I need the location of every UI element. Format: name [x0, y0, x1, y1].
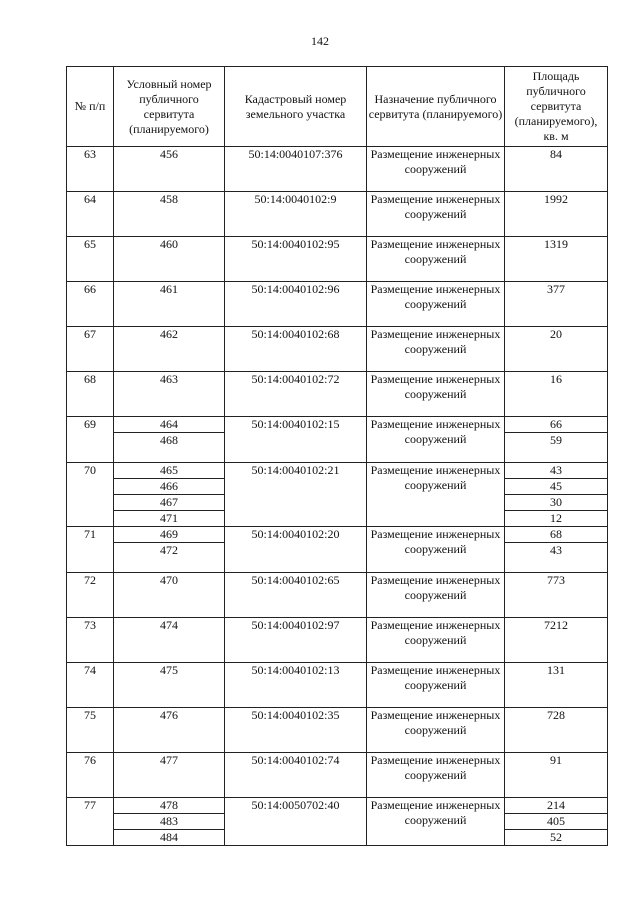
cadastral-number: 50:14:0040102:97: [225, 618, 367, 663]
row-number: 65: [67, 237, 114, 282]
row-number: 64: [67, 192, 114, 237]
servitude-table: [66, 66, 608, 846]
purpose: Размещение инженерных сооружений: [367, 192, 505, 237]
area: 91: [505, 753, 608, 798]
area: 12: [505, 511, 608, 527]
conditional-number: 469: [114, 527, 225, 543]
conditional-number: 478: [114, 798, 225, 814]
conditional-number: 463: [114, 372, 225, 417]
row-number: 70: [67, 463, 114, 527]
area: 214: [505, 798, 608, 814]
row-number: 69: [67, 417, 114, 463]
area: 773: [505, 573, 608, 618]
table-row: [67, 663, 608, 708]
conditional-number: 468: [114, 433, 225, 463]
area: 59: [505, 433, 608, 463]
area: 66: [505, 417, 608, 433]
area: 43: [505, 463, 608, 479]
table-row: [67, 417, 608, 433]
area: 1992: [505, 192, 608, 237]
area: 30: [505, 495, 608, 511]
area: 1319: [505, 237, 608, 282]
conditional-number: 464: [114, 417, 225, 433]
conditional-number: 475: [114, 663, 225, 708]
row-number: 66: [67, 282, 114, 327]
table-body: [67, 147, 608, 846]
area: 7212: [505, 618, 608, 663]
cadastral-number: 50:14:0040102:65: [225, 573, 367, 618]
conditional-number: 483: [114, 814, 225, 830]
area: 45: [505, 479, 608, 495]
purpose: Размещение инженерных сооружений: [367, 327, 505, 372]
table-row: [67, 192, 608, 237]
purpose: Размещение инженерных сооружений: [367, 753, 505, 798]
area: 84: [505, 147, 608, 192]
purpose: Размещение инженерных сооружений: [367, 417, 505, 463]
table-row: [67, 753, 608, 798]
cadastral-number: 50:14:0040102:96: [225, 282, 367, 327]
row-number: 71: [67, 527, 114, 573]
area: 43: [505, 543, 608, 573]
purpose: Размещение инженерных сооружений: [367, 147, 505, 192]
header-purpose: Назначение публичного сервитута (планируемого): [367, 67, 505, 147]
conditional-number: 460: [114, 237, 225, 282]
purpose: Размещение инженерных сооружений: [367, 237, 505, 282]
header-num: № п/п: [67, 67, 114, 147]
table-row: [67, 463, 608, 479]
conditional-number: 466: [114, 479, 225, 495]
cadastral-number: 50:14:0040102:15: [225, 417, 367, 463]
purpose: Размещение инженерных сооружений: [367, 663, 505, 708]
table-row: [67, 282, 608, 327]
row-number: 63: [67, 147, 114, 192]
area: 377: [505, 282, 608, 327]
row-number: 72: [67, 573, 114, 618]
table-row: [67, 327, 608, 372]
conditional-number: 461: [114, 282, 225, 327]
cadastral-number: 50:14:0040102:13: [225, 663, 367, 708]
row-number: 77: [67, 798, 114, 846]
cadastral-number: 50:14:0040102:9: [225, 192, 367, 237]
header-area: Площадь публичного сервитута (планируемого), кв. м: [505, 67, 608, 147]
conditional-number: 484: [114, 830, 225, 846]
area: 16: [505, 372, 608, 417]
conditional-number: 458: [114, 192, 225, 237]
area: 20: [505, 327, 608, 372]
header-conditional-number: Условный номер публичного сервитута (планируемого): [114, 67, 225, 147]
area: 728: [505, 708, 608, 753]
conditional-number: 470: [114, 573, 225, 618]
page-number: 142: [311, 34, 329, 48]
header-cadastral-number: Кадастровый номер земельного участка: [225, 67, 367, 147]
conditional-number: 456: [114, 147, 225, 192]
purpose: Размещение инженерных сооружений: [367, 618, 505, 663]
conditional-number: 472: [114, 543, 225, 573]
cadastral-number: 50:14:0050702:40: [225, 798, 367, 846]
purpose: Размещение инженерных сооружений: [367, 527, 505, 573]
cadastral-number: 50:14:0040102:20: [225, 527, 367, 573]
cadastral-number: 50:14:0040102:95: [225, 237, 367, 282]
table-row: [67, 372, 608, 417]
conditional-number: 476: [114, 708, 225, 753]
purpose: Размещение инженерных сооружений: [367, 463, 505, 527]
conditional-number: 462: [114, 327, 225, 372]
conditional-number: 467: [114, 495, 225, 511]
cadastral-number: 50:14:0040102:72: [225, 372, 367, 417]
conditional-number: 471: [114, 511, 225, 527]
purpose: Размещение инженерных сооружений: [367, 708, 505, 753]
conditional-number: 465: [114, 463, 225, 479]
row-number: 73: [67, 618, 114, 663]
purpose: Размещение инженерных сооружений: [367, 372, 505, 417]
table-row: [67, 573, 608, 618]
row-number: 67: [67, 327, 114, 372]
row-number: 75: [67, 708, 114, 753]
cadastral-number: 50:14:0040102:68: [225, 327, 367, 372]
purpose: Размещение инженерных сооружений: [367, 282, 505, 327]
table-row: [67, 237, 608, 282]
table-row: [67, 798, 608, 814]
area: 131: [505, 663, 608, 708]
table-row: [67, 618, 608, 663]
row-number: 76: [67, 753, 114, 798]
area: 405: [505, 814, 608, 830]
cadastral-number: 50:14:0040102:35: [225, 708, 367, 753]
row-number: 74: [67, 663, 114, 708]
area: 52: [505, 830, 608, 846]
cadastral-number: 50:14:0040102:21: [225, 463, 367, 527]
area: 68: [505, 527, 608, 543]
cadastral-number: 50:14:0040102:74: [225, 753, 367, 798]
row-number: 68: [67, 372, 114, 417]
purpose: Размещение инженерных сооружений: [367, 573, 505, 618]
purpose: Размещение инженерных сооружений: [367, 798, 505, 846]
table-row: [67, 147, 608, 192]
conditional-number: 474: [114, 618, 225, 663]
cadastral-number: 50:14:0040107:376: [225, 147, 367, 192]
table-header-row: [67, 67, 608, 147]
table-row: [67, 708, 608, 753]
table-row: [67, 527, 608, 543]
conditional-number: 477: [114, 753, 225, 798]
